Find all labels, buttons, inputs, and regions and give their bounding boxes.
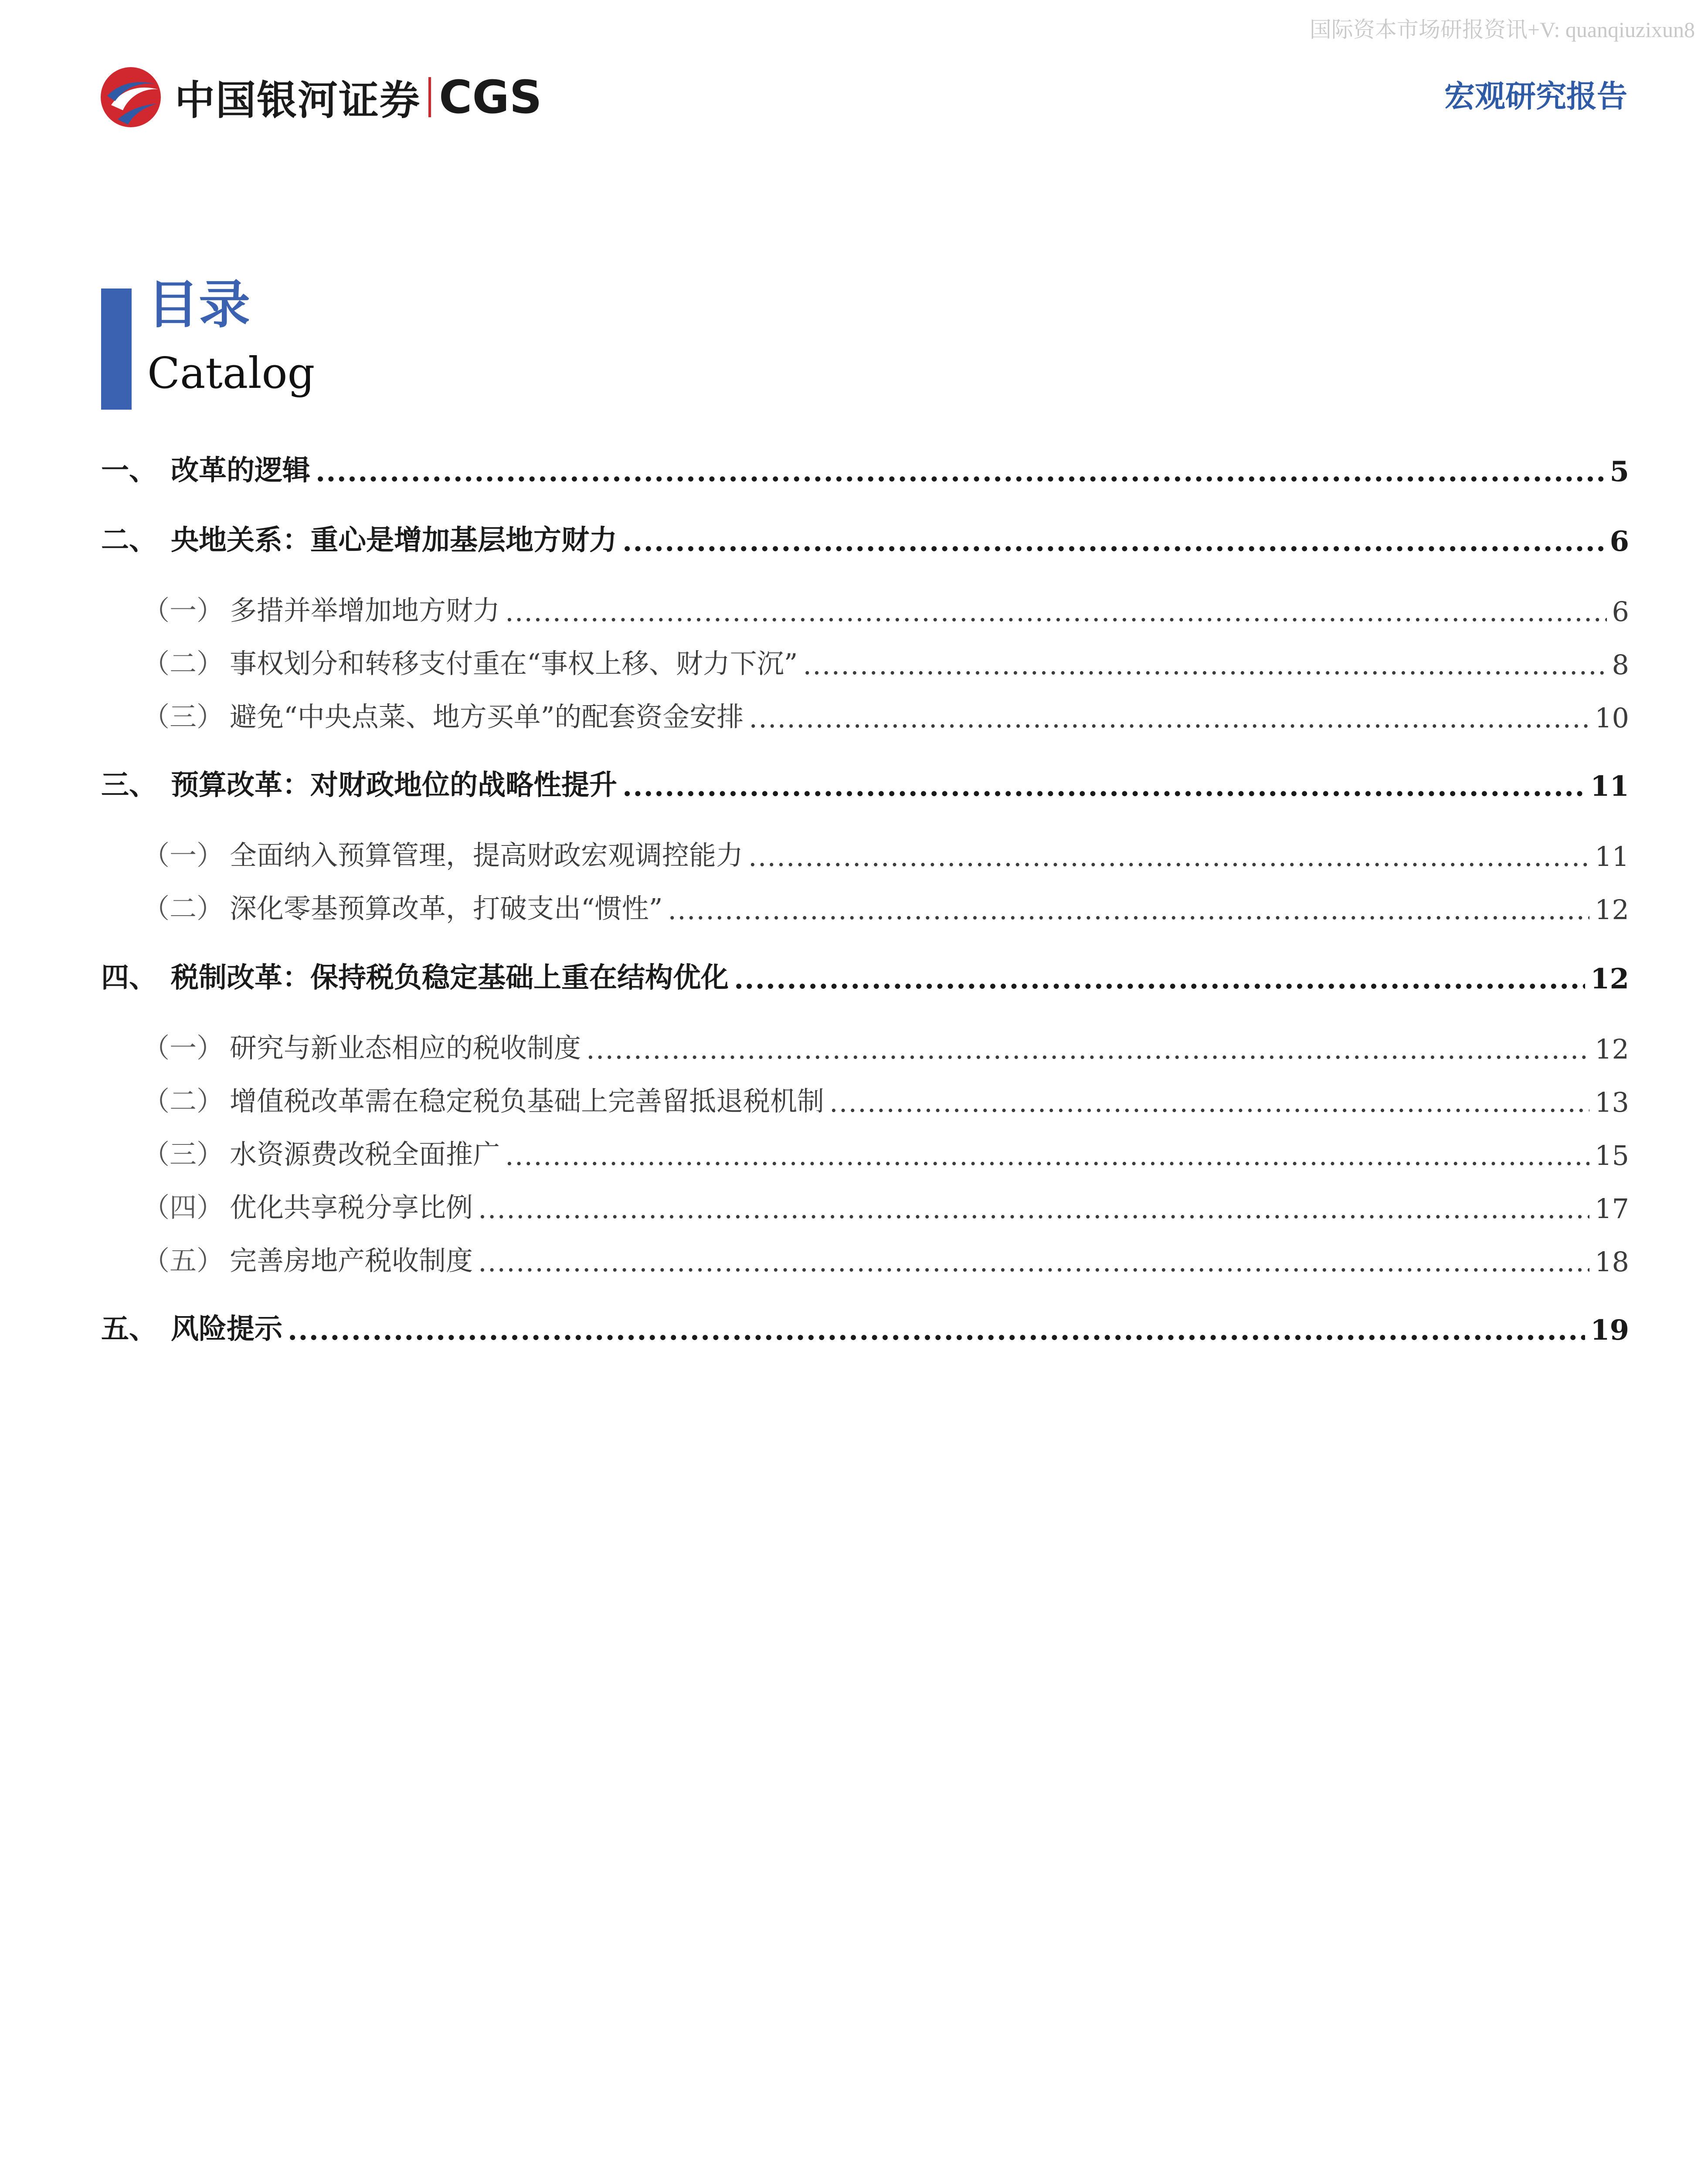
report-type: 宏观研究报告	[1444, 78, 1627, 114]
toc-section[interactable]	[101, 449, 1629, 488]
toc-leader-dots	[478, 1247, 1589, 1278]
toc-page-number: 15	[1595, 1140, 1629, 1171]
toc-number: （一）	[143, 839, 224, 871]
toc-leader-dots	[748, 842, 1589, 872]
toc-page-number: 18	[1595, 1246, 1629, 1278]
toc-page-number: 17	[1595, 1193, 1629, 1225]
company-logo	[98, 64, 542, 130]
toc-subsection[interactable]	[101, 1132, 1629, 1171]
toc-leader-dots	[734, 965, 1585, 995]
toc-subsection[interactable]	[101, 886, 1629, 926]
logo-text-cn: 中国银河证券	[175, 77, 421, 124]
toc-leader-dots	[505, 1141, 1589, 1171]
toc-number: 一、	[101, 454, 157, 487]
toc-title: 风险提示	[171, 1313, 282, 1345]
toc-number: （二）	[143, 893, 224, 924]
toc-page-number: 12	[1595, 1033, 1629, 1065]
toc-leader-dots	[622, 772, 1585, 803]
toc-section[interactable]	[101, 956, 1629, 995]
toc-title: 央地关系：重心是增加基层地方财力	[171, 524, 617, 557]
toc-number: （二）	[143, 1085, 224, 1117]
toc-number: 二、	[101, 524, 157, 557]
toc-page-number: 8	[1612, 649, 1629, 681]
toc-leader-dots	[749, 703, 1589, 734]
logo-divider	[428, 77, 431, 117]
logo-text-en: CGS	[439, 71, 542, 124]
toc-number: （三）	[143, 701, 224, 733]
toc-title: 避免“中央点菜、地方买单”的配套资金安排	[230, 701, 744, 733]
toc-number: （一）	[143, 1032, 224, 1064]
toc-leader-dots	[803, 650, 1606, 681]
toc-leader-dots	[478, 1194, 1589, 1225]
toc-page-number: 19	[1590, 1314, 1629, 1347]
toc-leader-dots	[316, 458, 1604, 488]
toc-number: （一）	[143, 594, 224, 626]
toc-leader-dots	[586, 1035, 1589, 1065]
toc-leader-dots	[288, 1316, 1585, 1347]
toc-leader-dots	[622, 527, 1604, 558]
cgs-logo-icon	[98, 64, 163, 130]
toc-title: 优化共享税分享比例	[230, 1191, 473, 1223]
toc-leader-dots	[505, 597, 1607, 628]
toc-page-number: 6	[1610, 525, 1629, 558]
toc-subsection[interactable]	[101, 641, 1629, 681]
toc-section[interactable]	[101, 1307, 1629, 1347]
toc-page-number: 13	[1595, 1086, 1629, 1118]
toc-title: 研究与新业态相应的税收制度	[230, 1032, 581, 1064]
toc-leader-dots	[829, 1088, 1589, 1118]
toc-page-number: 11	[1590, 770, 1629, 803]
toc-page-number: 11	[1595, 841, 1629, 872]
toc-number: （二）	[143, 648, 224, 679]
toc-number: （三）	[143, 1138, 224, 1170]
toc-title: 深化零基预算改革，打破支出“惯性”	[230, 893, 663, 924]
toc-title: 完善房地产税收制度	[230, 1245, 473, 1276]
catalog-title-en: Catalog	[147, 349, 315, 398]
watermark: 国际资本市场研报资讯+V: quanqiuzixun8	[1309, 17, 1695, 42]
toc-subsection[interactable]	[101, 695, 1629, 734]
toc-number: 四、	[101, 961, 157, 994]
catalog-title-cn: 目录	[147, 274, 251, 335]
toc-title: 事权划分和转移支付重在“事权上移、财力下沉”	[230, 648, 798, 679]
toc-page-number: 10	[1595, 702, 1629, 734]
toc-leader-dots	[668, 895, 1589, 926]
toc-title: 全面纳入预算管理，提高财政宏观调控能力	[230, 839, 744, 871]
toc-title: 税制改革：保持税负稳定基础上重在结构优化	[171, 961, 729, 994]
toc-title: 多措并举增加地方财力	[230, 594, 500, 626]
toc-page-number: 12	[1595, 894, 1629, 926]
toc-subsection[interactable]	[101, 1026, 1629, 1065]
toc-number: （五）	[143, 1245, 224, 1276]
toc-section[interactable]	[101, 764, 1629, 803]
toc-title: 增值税改革需在稳定税负基础上完善留抵退税机制	[230, 1085, 825, 1117]
toc-subsection[interactable]	[101, 833, 1629, 872]
catalog-accent-bar	[101, 288, 132, 410]
toc-number: 三、	[101, 769, 157, 801]
toc-subsection[interactable]	[101, 1185, 1629, 1225]
toc-number: （四）	[143, 1191, 224, 1223]
toc-page-number: 5	[1610, 455, 1629, 488]
toc-subsection[interactable]	[101, 588, 1629, 628]
toc-title: 水资源费改税全面推广	[230, 1138, 500, 1170]
toc-title: 改革的逻辑	[171, 454, 310, 487]
toc-page-number: 6	[1612, 596, 1629, 628]
toc-number: 五、	[101, 1313, 157, 1345]
toc-page-number: 12	[1590, 963, 1629, 995]
toc-subsection[interactable]	[101, 1239, 1629, 1278]
toc-section[interactable]	[101, 519, 1629, 558]
toc-subsection[interactable]	[101, 1079, 1629, 1118]
toc-title: 预算改革：对财政地位的战略性提升	[171, 769, 617, 801]
